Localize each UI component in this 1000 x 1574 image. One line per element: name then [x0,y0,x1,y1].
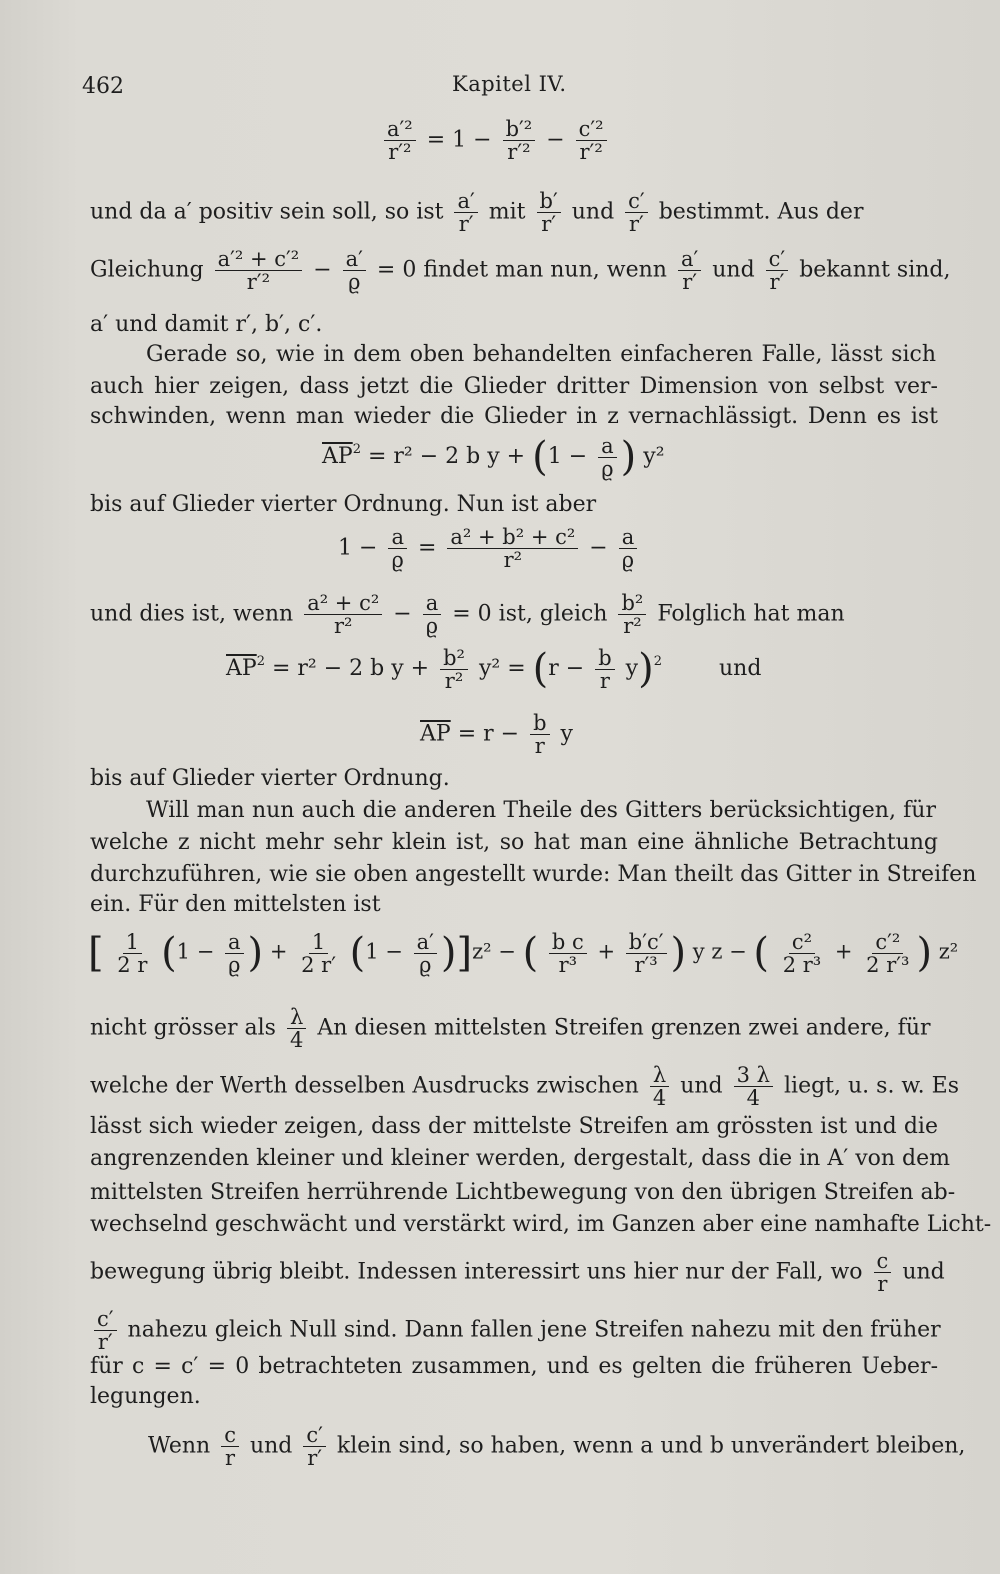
text-line-25: Wenn $\frac{c}{r}$ und $\frac{c'}{r'}$ klein sind, so haben, wenn a und b unverändert bleiben, [148,1423,966,1470]
text-line-15: nicht grösser als $\frac{\lambda}{4}$ An diesen mittelsten Streifen grenzen zwei andere, für [90,1005,931,1052]
equation-ap: $\overline{AP} = r$ − $\frac{b}{r}$ y [420,711,573,758]
text-line-22: $\frac{c'}{r'}$ nahezu gleich Null sind. Dann fallen jene Streifen nahezu mit den früher [90,1308,938,1353]
text-line-16: welche der Werth desselben Ausdrucks zwischen $\frac{\lambda}{4}$ und $\frac{3 \lambda}{4}$ liegt, u. s. w. Es [90,1063,959,1110]
text-line-1: und da a′ positiv sein soll, so ist $\frac{a'}{r'}$ mit $\frac{b'}{r'}$ und $\frac{c'}{r'}$ bestimmt. Aus der [90,189,864,236]
text-line-12: welche z nicht mehr sehr klein ist, so hat man eine ähnliche Betrachtung [90,830,938,855]
equation-stripe-expression: [ $\frac{1}{2 r}$ (1 − $\frac{a}{ϱ}$ ) + $\frac{1}{2 r'}$ (1 − $\frac{a'}{ϱ}$ )]z² − ( $\frac{\text{b c}}{\text{r³}}$ + $\frac{b'c'}{\text{r′³}}$ ) y z − ( $\frac{\text{c²}}{\text{2 r³}}$ + $\frac{\text{c′²}}{\text{2 r′³}}$ ) z² [88,929,959,977]
text-line-18: angrenzenden kleiner und kleiner werden, dergestalt, dass die in A′ von dem [90,1146,951,1171]
text-line-20: wechselnd geschwächt und verstärkt wird, im Ganzen aber eine namhafte Licht- [90,1212,992,1237]
text-line-13: durchzuführen, wie sie oben angestellt wurde: Man theilt das Gitter in Streifen [90,862,977,887]
equation-1: $\frac{\text{a′²}}{\text{r′²}}$ = 1 − $\frac{\text{b′²}}{\text{r′²}}$ − $\frac{\text{c′²}}{\text{r′²}}$ [380,118,611,163]
text-line-19: mittelsten Streifen herrührende Lichtbewegung von den übrigen Streifen ab- [90,1180,956,1205]
text-line-24: legungen. [90,1384,201,1409]
text-line-11: Will man nun auch die anderen Theile des Gitters berücksichtigen, für [146,798,936,823]
text-line-7: bis auf Glieder vierter Ordnung. Nun ist aber [90,492,597,517]
running-head: Kapitel IV. [452,72,567,96]
equation-ap-squared-2: $\overline{AP}^2 = r^2 - 2$ b y + $\frac{\text{b²}}{\text{r²}}$ y² = (r − $\frac{b}{r}$ y)$^2$ und [226,645,762,693]
text-line-10: bis auf Glieder vierter Ordnung. [90,766,450,791]
equation-ap-squared: $\overline{AP}^2 = r^2 - 2$ b y + (1 − $\frac{a}{ϱ}$ ) y² [322,433,665,481]
page-number: 462 [82,74,124,99]
text-line-21: bewegung übrig bleibt. Indessen interessirt uns hier nur der Fall, wo $\frac{c}{r}$ und [90,1249,945,1296]
text-line-4: Gerade so, wie in dem oben behandelten einfacheren Falle, lässt sich [146,342,936,367]
text-line-14: ein. Für den mittelsten ist [90,892,381,917]
text-line-6: schwinden, wenn man wieder die Glieder in z vernachlässigt. Denn es ist [90,404,938,429]
text-line-3: a′ und damit r′, b′, c′. [90,312,323,337]
text-line-8: und dies ist, wenn $\frac{\text{a² + c²}}{\text{r²}}$ − $\frac{a}{ϱ}$ = 0 ist, gleich $\frac{\text{b²}}{\text{r²}}$ Folglich hat man [90,591,845,638]
equation-one-minus: 1 − $\frac{a}{ϱ}$ = $\frac{\text{a² + b² + c²}}{\text{r²}}$ − $\frac{a}{ϱ}$ [338,526,641,571]
text-line-2: Gleichung $\frac{\text{a′² + c′²}}{\text{r′²}}$ − $\frac{a'}{ϱ}$ = 0 findet man nun, wenn $\frac{a'}{r'}$ und $\frac{c'}{r'}$ bekannt sind, [90,247,951,294]
text-line-17: lässt sich wieder zeigen, dass der mittelste Streifen am grössten ist und die [90,1114,938,1139]
text-line-23: für c = c′ = 0 betrachteten zusammen, und es gelten die früheren Ueber- [90,1354,938,1379]
text-line-5: auch hier zeigen, dass jetzt die Glieder dritter Dimension von selbst ver- [90,374,938,399]
